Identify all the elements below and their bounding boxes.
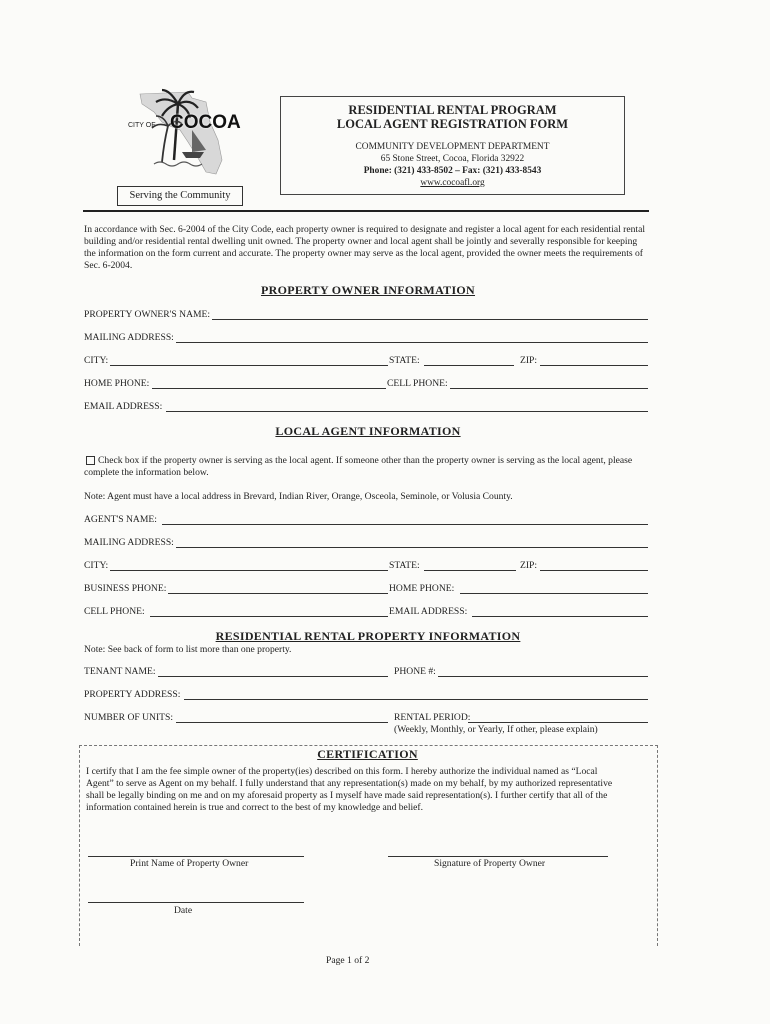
agent-zip-label: ZIP: (520, 560, 538, 571)
owner-state-field[interactable] (424, 365, 514, 366)
intro-paragraph (84, 224, 654, 272)
agent-email-field[interactable] (472, 616, 648, 617)
local-agent-section-title: LOCAL AGENT INFORMATION (275, 424, 461, 438)
owner-home-phone-field[interactable] (152, 388, 386, 389)
owner-zip-field[interactable] (540, 365, 648, 366)
agent-business-phone-field[interactable] (168, 593, 388, 594)
number-of-units-field[interactable] (176, 722, 388, 723)
form-header-box (280, 96, 625, 195)
owner-city-label: CITY: (84, 355, 109, 366)
agent-zip-field[interactable] (540, 570, 648, 571)
agent-mailing-field[interactable] (176, 547, 648, 548)
agent-state-label: STATE: (389, 560, 420, 571)
owner-mailing-label: MAILING ADDRESS: (84, 332, 174, 343)
agent-cell-phone-field[interactable] (150, 616, 388, 617)
owner-cell-phone-field[interactable] (450, 388, 648, 389)
property-address-label: PROPERTY ADDRESS: (84, 689, 181, 700)
agent-name-field[interactable] (162, 524, 648, 525)
agent-cell-phone-label: CELL PHONE: (84, 606, 145, 617)
agent-email-label: EMAIL ADDRESS: (389, 606, 468, 617)
rental-period-field[interactable] (468, 722, 648, 723)
date-label: Date (174, 905, 193, 916)
property-address-field[interactable] (184, 699, 648, 700)
owner-mailing-field[interactable] (176, 342, 648, 343)
agent-state-field[interactable] (424, 570, 516, 571)
owner-email-label: EMAIL ADDRESS: (84, 401, 163, 412)
certification-title: CERTIFICATION (317, 747, 418, 761)
certification-line: Agent” to serve as Agent on my behalf. I fully understand that any representation(s) made on my behalf, by my authorized representative (86, 778, 613, 789)
tenant-phone-field[interactable] (438, 676, 648, 677)
property-owner-section-title: PROPERTY OWNER INFORMATION (260, 283, 476, 297)
serving-the-community-box: Serving the Community (117, 186, 243, 206)
rental-property-section-title: RESIDENTIAL RENTAL PROPERTY INFORMATION (215, 629, 521, 643)
print-name-label: Print Name of Property Owner (130, 858, 249, 869)
owner-is-agent-checkbox[interactable] (86, 456, 95, 465)
tenant-phone-label: PHONE #: (394, 666, 436, 677)
intro-line: In accordance with Sec. 6-2004 of the City Code, each property owner is required to designate and register a local agent for each residential rental (84, 224, 646, 235)
owner-name-label: PROPERTY OWNER'S NAME: (84, 309, 211, 320)
certification-line: information contained herein is true and correct to the best of my knowledge and belief. (86, 802, 423, 813)
intro-line: the information on the form current and accurate. The property owner may serve as the local agent, provided the owner meets the requirements of (84, 248, 643, 259)
intro-line: Sec. 6-2004. (84, 260, 133, 271)
department-address: 65 Stone Street, Cocoa, Florida 32922 (380, 154, 525, 164)
header-divider (83, 210, 649, 212)
certification-line: shall be legally binding on me and on my aforesaid property as I myself have made said representation(s). I further certify that all of the (86, 790, 608, 801)
agent-business-phone-label: BUSINESS PHONE: (84, 583, 167, 594)
agent-city-label: CITY: (84, 560, 109, 571)
department-phone-fax: Phone: (321) 433-8502 – Fax: (321) 433-8543 (363, 166, 542, 176)
date-field[interactable] (88, 902, 304, 903)
signature-field[interactable] (388, 856, 608, 857)
department-name: COMMUNITY DEVELOPMENT DEPARTMENT (355, 142, 550, 152)
form-title: LOCAL AGENT REGISTRATION FORM (336, 117, 569, 131)
owner-city-field[interactable] (110, 365, 388, 366)
rental-property-note: Note: See back of form to list more than one property. (84, 644, 292, 655)
owner-cell-phone-label: CELL PHONE: (387, 378, 448, 389)
owner-home-phone-label: HOME PHONE: (84, 378, 150, 389)
owner-zip-label: ZIP: (520, 355, 538, 366)
certification-paragraph (86, 766, 646, 814)
checkbox-instruction-line: Check box if the property owner is serving as the local agent. If someone other than the property owner is serving as the local agent, please (98, 455, 633, 466)
department-website-link[interactable]: www.cocoafl.org (420, 178, 485, 188)
agent-name-label: AGENT'S NAME: (84, 514, 157, 525)
print-name-field[interactable] (88, 856, 304, 857)
logo-city-of-text: CITY OF (128, 122, 156, 129)
agent-home-phone-label: HOME PHONE: (389, 583, 455, 594)
agent-mailing-label: MAILING ADDRESS: (84, 537, 174, 548)
signature-label: Signature of Property Owner (434, 858, 546, 869)
rental-period-label: RENTAL PERIOD: (394, 712, 471, 723)
page-number: Page 1 of 2 (326, 955, 370, 966)
rental-period-hint: (Weekly, Monthly, or Yearly, If other, please explain) (394, 724, 598, 735)
agent-home-phone-field[interactable] (460, 593, 648, 594)
tenant-name-field[interactable] (158, 676, 388, 677)
certification-line: I certify that I am the fee simple owner of the property(ies) described on this form. I hereby authorize the individual named as “Local (86, 766, 598, 777)
owner-name-field[interactable] (212, 319, 648, 320)
tenant-name-label: TENANT NAME: (84, 666, 156, 677)
owner-email-field[interactable] (166, 411, 648, 412)
number-of-units-label: NUMBER OF UNITS: (84, 712, 174, 723)
city-of-cocoa-logo (118, 82, 241, 182)
checkbox-instruction-line: complete the information below. (84, 467, 209, 478)
logo-cocoa-text: COCOA (170, 112, 241, 133)
program-title: RESIDENTIAL RENTAL PROGRAM (348, 103, 557, 117)
agent-city-field[interactable] (110, 570, 388, 571)
agent-county-note: Note: Agent must have a local address in Brevard, Indian River, Orange, Osceola, Seminole, or Volusia County. (84, 491, 513, 502)
owner-state-label: STATE: (389, 355, 420, 366)
intro-line: building and/or residential rental dwelling unit owned. The property owner and local agent shall be jointly and severally responsible for keeping (84, 236, 638, 247)
